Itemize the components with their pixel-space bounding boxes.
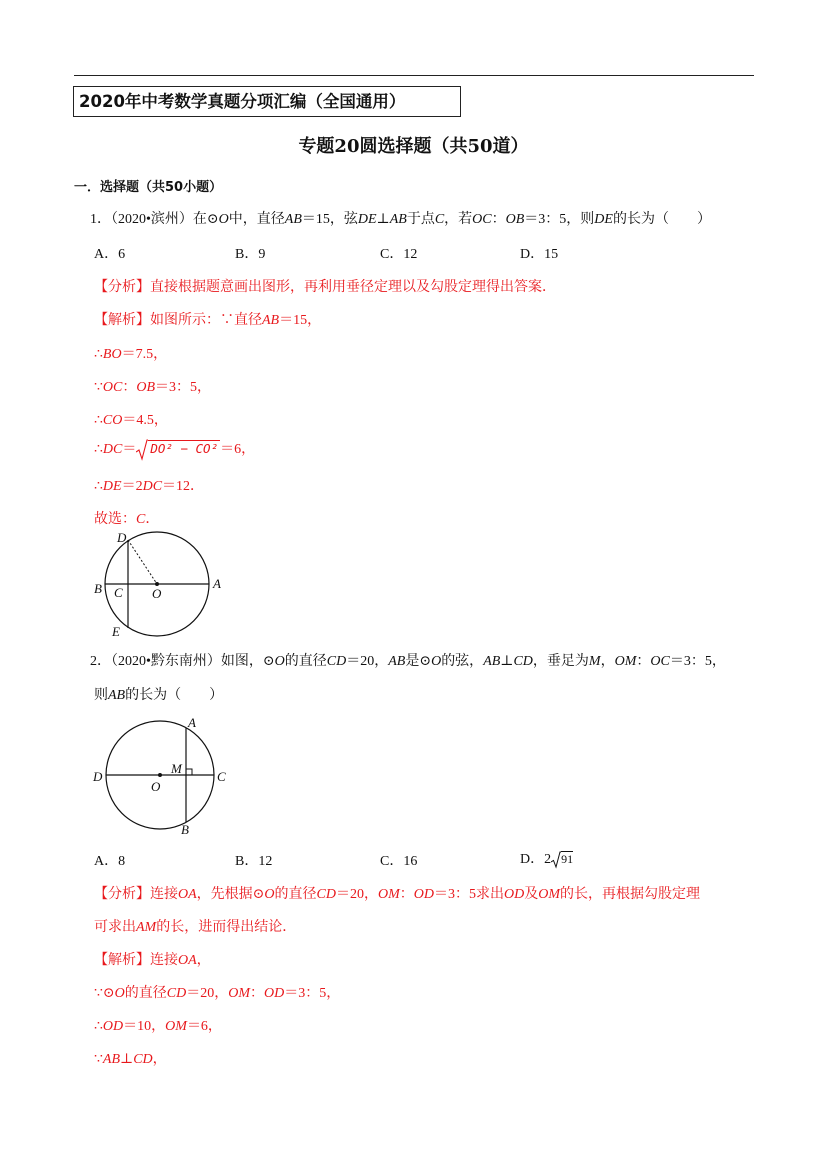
label-a: A — [188, 715, 196, 730]
q1-circle-figure — [90, 530, 230, 642]
q1-step-5: ∴DE＝2DC＝12． — [94, 479, 205, 494]
q2-step-2: ∴OD＝10，OM＝6， — [94, 1019, 222, 1034]
q1-answer: 故选：C． — [94, 512, 160, 527]
q1-step-3: ∴CO＝4.5， — [94, 413, 168, 428]
q1-stem: 1．（2020•滨州）在⊙O中，直径AB＝15，弦DE⊥AB于点C，若OC：OB＝3：5，则DE的长为（ ） — [90, 212, 711, 227]
header-rule — [74, 75, 754, 76]
collection-title: 2020年中考数学真题分项汇编（全国通用） — [73, 86, 461, 117]
right-angle-mark — [186, 769, 192, 775]
q2-solution-head: 【解析】连接OA， — [94, 953, 211, 968]
q1-option-a: A．6 — [94, 247, 126, 262]
q2-option-c: C．16 — [380, 854, 418, 869]
label-c: C — [217, 769, 226, 784]
q1-step-2: ∵OC：OB＝3：5， — [94, 380, 212, 395]
q1-analysis: 【分析】直接根据题意画出图形，再利用垂径定理以及勾股定理得出答案． — [94, 280, 556, 295]
sqrt-expression: DO² − CO² — [136, 439, 220, 461]
center-point — [158, 773, 162, 777]
sqrt-91: 91 — [551, 851, 573, 869]
label-d: D — [93, 769, 103, 784]
q1-option-b: B．9 — [235, 247, 266, 262]
radical-sign-icon — [551, 851, 561, 869]
q1-step-4: ∴DC＝ DO² − CO² ＝6， — [94, 438, 255, 461]
label-a: A — [213, 576, 221, 591]
section-heading: 一．选择题（共50小题） — [74, 180, 223, 195]
segment-do — [128, 540, 157, 584]
q2-option-b: B．12 — [235, 854, 273, 869]
q2-stem-line-1: 2．（2020•黔东南州）如图，⊙O的直径CD＝20，AB是⊙O的弦，AB⊥CD，垂足为M，OM：OC＝3：5， — [90, 654, 726, 669]
label-b: B — [94, 581, 102, 596]
q1-solution-head: 【解析】如图所示：∵直径AB＝15， — [94, 313, 322, 328]
q2-circle-figure — [90, 712, 240, 838]
q1-option-d: D．15 — [520, 247, 559, 262]
label-c: C — [114, 585, 123, 600]
q2-step-1: ∵⊙O的直径CD＝20，OM：OD＝3：5， — [94, 986, 341, 1001]
label-d: D — [117, 530, 127, 545]
label-o: O — [151, 779, 161, 794]
q2-analysis-line-1: 【分析】连接OA，先根据⊙O的直径CD＝20，OM：OD＝3：5求出OD及OM的长，再根据勾股定理 — [94, 887, 701, 902]
q1-step-1: ∴BO＝7.5， — [94, 347, 168, 362]
label-b: B — [181, 822, 189, 837]
q2-step-3: ∵AB⊥CD， — [94, 1052, 167, 1067]
label-e: E — [112, 624, 120, 639]
label-o: O — [152, 586, 162, 601]
radical-sign-icon — [136, 439, 148, 461]
label-m: M — [171, 761, 182, 776]
q2-option-d: D．2 91 — [520, 852, 574, 867]
topic-title: 专题20圆选择题（共50道） — [298, 136, 529, 157]
q2-option-a: A．8 — [94, 854, 126, 869]
q2-stem-line-2: 则AB的长为（ ） — [94, 688, 224, 703]
q2-analysis-line-2: 可求出AM的长，进而得出结论． — [94, 920, 297, 935]
q1-option-c: C．12 — [380, 247, 418, 262]
